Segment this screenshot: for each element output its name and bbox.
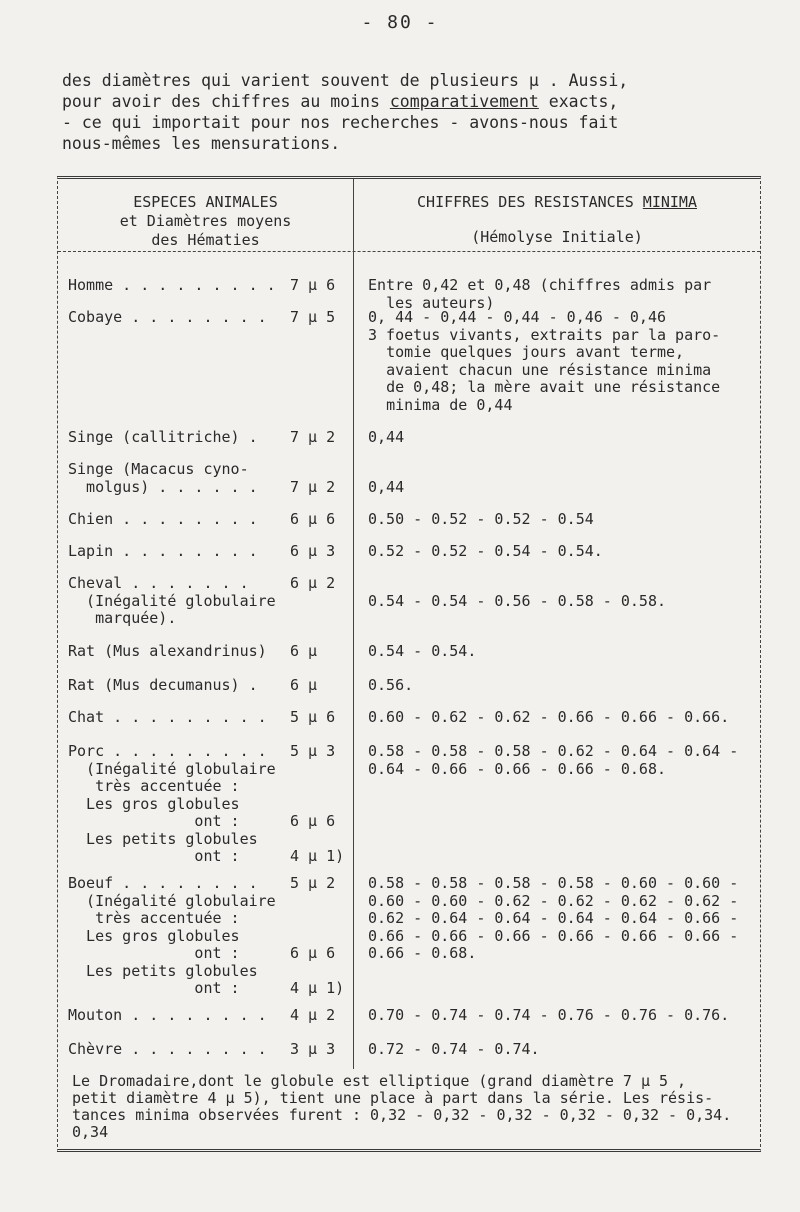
underlined-word: comparativement [389, 92, 539, 111]
species-cell: Rat (Mus alexandrinus) [68, 642, 267, 660]
page-number: - 80 - [361, 12, 439, 33]
diameter-cell: 7 µ 2 [290, 477, 336, 496]
species-cell: Mouton . . . . . . . . [68, 1006, 267, 1024]
right-column-header [354, 193, 760, 247]
diameter-cell: 7 µ 2 [290, 428, 336, 446]
intro-line: - ce qui importait pour nos recherches - avons-nous fait [62, 113, 619, 132]
species-cell: Chat . . . . . . . . . [68, 708, 267, 726]
diameter-cell: 3 µ 3 [290, 1040, 336, 1058]
species-cell: Lapin . . . . . . . . [68, 542, 258, 560]
species-cell: Chien . . . . . . . . [68, 510, 258, 528]
diameter-cell: 7 µ 5 [290, 308, 336, 326]
species-cell: Porc . . . . . . . . . (Inégalité globulaire très accentuée : Les gros globules ont : Les petits globules ont : [68, 742, 276, 865]
resistance-values-cell: 0.50 - 0.52 - 0.52 - 0.54 [368, 510, 594, 528]
resistance-values-cell: 0.58 - 0.58 - 0.58 - 0.58 - 0.60 - 0.60 - 0.60 - 0.60 - 0.62 - 0.62 - 0.62 - 0.62 - 0.62 - 0.64 - 0.64 - 0.64 - 0.64 - 0.66 - 0.66 - 0.66 - 0.66 - 0.66 - 0.66 - 0.66 - 0.66 - 0.68. [368, 874, 739, 962]
resistance-table [57, 176, 761, 1152]
header-title-underlined: MINIMA [642, 193, 697, 211]
header-separator [58, 251, 760, 252]
header-line: des Hématies [151, 231, 260, 249]
diameter-cell: 6 µ 2 [290, 574, 336, 592]
species-cell: Homme . . . . . . . . . [68, 276, 276, 294]
header-title [354, 193, 760, 212]
species-cell: Cobaye . . . . . . . . [68, 308, 267, 326]
species-cell: Rat (Mus decumanus) . [68, 676, 258, 694]
header-line: ESPECES ANIMALES [133, 193, 278, 211]
diameter-cell: 5 µ 3 6 µ 6 4 µ 1) [290, 742, 345, 865]
species-cell: Singe (callitriche) . [68, 428, 258, 446]
header-subtitle: (Hémolyse Initiale) [471, 228, 643, 246]
diameter-cell: 7 µ 6 [290, 276, 336, 294]
diameter-cell: 5 µ 6 [290, 708, 336, 726]
column-divider [353, 179, 354, 1069]
intro-line [62, 91, 712, 112]
resistance-values-cell: 0, 44 - 0,44 - 0,44 - 0,46 - 0,46 3 foetus vivants, extraits par la paro- tomie quelques jours avant terme, avaient chacun une résistance minima de 0,48; la mère avait une résistance minima de 0,44 [368, 308, 721, 414]
left-column-header [58, 193, 353, 250]
diameter-cell: 6 µ 3 [290, 542, 336, 560]
species-cell: Cheval . . . . . . . (Inégalité globulaire marquée). [68, 574, 276, 627]
intro-line: nous-mêmes les mensurations. [62, 134, 341, 153]
header-title-text: CHIFFRES DES RESISTANCES [417, 193, 643, 211]
intro-paragraph [62, 70, 712, 154]
resistance-values-cell: 0.52 - 0.52 - 0.54 - 0.54. [368, 542, 603, 560]
resistance-values-cell: Entre 0,42 et 0,48 (chiffres admis par les auteurs) [368, 276, 712, 312]
species-cell: Singe (Macacus cyno- molgus) . . . . . . [68, 460, 258, 496]
resistance-values-cell: 0,44 [368, 428, 405, 446]
resistance-values-cell: 0.60 - 0.62 - 0.62 - 0.66 - 0.66 - 0.66. [368, 708, 730, 726]
diameter-cell: 4 µ 2 [290, 1006, 336, 1024]
diameter-cell: 6 µ [290, 676, 318, 694]
intro-text: exacts, [538, 92, 619, 111]
species-cell: Boeuf . . . . . . . . (Inégalité globulaire très accentuée : Les gros globules ont : Les petits globules ont : [68, 874, 276, 997]
resistance-values-cell: 0.70 - 0.74 - 0.74 - 0.76 - 0.76 - 0.76. [368, 1006, 730, 1024]
diameter-cell: 6 µ 6 [290, 510, 336, 528]
resistance-values-cell: 0.72 - 0.74 - 0.74. [368, 1040, 540, 1058]
resistance-values-cell: 0.54 - 0.54. [368, 642, 477, 660]
header-line: et Diamètres moyens [119, 212, 292, 230]
intro-line: des diamètres qui varient souvent de plusieurs µ . Aussi, [62, 71, 629, 90]
diameter-cell: 6 µ [290, 642, 318, 660]
resistance-values-cell: 0.56. [368, 676, 414, 694]
species-cell: Chèvre . . . . . . . . [68, 1040, 267, 1058]
diameter-cell: 5 µ 2 6 µ 6 4 µ 1) [290, 874, 345, 997]
resistance-values-cell: 0,44 [368, 477, 405, 496]
footnote-dromadaire: Le Dromadaire,dont le globule est elliptique (grand diamètre 7 µ 5 , petit diamètre 4 µ 5), tient une place à part dans la série. Les résis- tances minima observées furent : 0,32 - 0,32 - 0,32 - 0,32 - 0,32 - 0,34. 0,34 [72, 1072, 732, 1141]
resistance-values-cell: 0.58 - 0.58 - 0.58 - 0.62 - 0.64 - 0.64 - 0.64 - 0.66 - 0.66 - 0.66 - 0.68. [368, 742, 739, 778]
intro-text: pour avoir des chiffres au moins [62, 92, 390, 111]
resistance-values-cell: 0.54 - 0.54 - 0.56 - 0.58 - 0.58. [368, 591, 667, 610]
